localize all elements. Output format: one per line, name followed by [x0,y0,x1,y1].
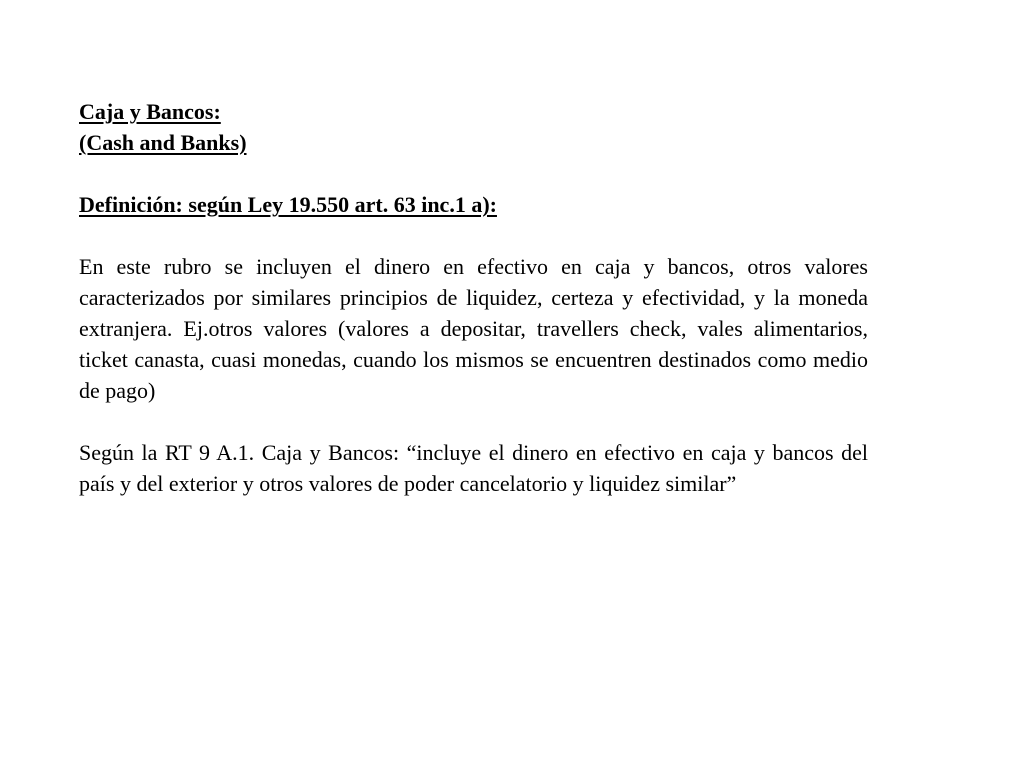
title-line-2: (Cash and Banks) [79,130,247,155]
paragraph-definition: En este rubro se incluyen el dinero en efectivo en caja y bancos, otros valores caracterizados por similares principios de liquidez, certeza y efectividad, y la moneda extranjera. Ej.otros valores (valores a depositar, travellers check, vales alimentarios, ticket canasta, cuasi monedas, cuando los mismos se encuentren destinados como medio de pago) [79,254,868,403]
slide-content [79,96,868,499]
blank-line [79,220,868,251]
title-line-1: Caja y Bancos: [79,99,221,124]
paragraph-rt9: Según la RT 9 A.1. Caja y Bancos: “incluye el dinero en efectivo en caja y bancos del país y del exterior y otros valores de poder cancelatorio y liquidez similar” [79,440,868,496]
definition-heading: Definición: según Ley 19.550 art. 63 inc.1 a): [79,192,497,217]
blank-line [79,158,868,189]
blank-line [79,406,868,437]
